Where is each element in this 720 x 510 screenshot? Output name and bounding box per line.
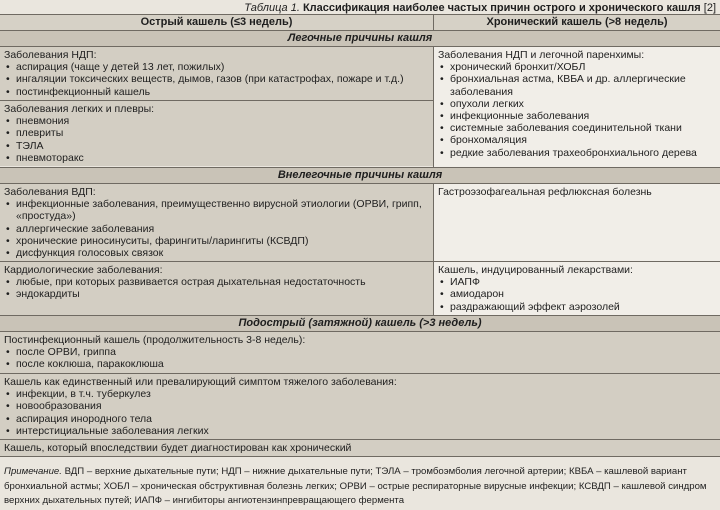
- list-item: • эндокардиты: [4, 288, 429, 300]
- list-item: • бронхиальная астма, КВБА и др. аллергические заболевания: [438, 73, 716, 97]
- list-item: • постинфекционный кашель: [4, 86, 429, 98]
- list-item: • амиодарон: [438, 288, 716, 300]
- extrapulmonary-chronic-gerd-cell: [434, 184, 720, 261]
- table-header-row: [0, 15, 720, 31]
- subacute-row-3: [0, 440, 720, 457]
- cell-title: Заболевания НДП:: [4, 49, 97, 61]
- header-acute: Острый кашель (≤3 недель): [0, 15, 434, 30]
- list-item: • редкие заболевания трахеобронхиального дерева: [438, 147, 716, 159]
- cell-title: Кашель, индуцированный лекарствами:: [438, 264, 633, 276]
- list-item: • аспирация инородного тела: [4, 413, 716, 425]
- subacute-future-chronic-cell: [0, 440, 720, 456]
- note-label: Примечание.: [4, 466, 62, 477]
- list-item: • аспирация (чаще у детей 13 лет, пожилых): [4, 61, 429, 73]
- cell-title: Постинфекционный кашель (продолжительность 3-8 недель):: [4, 334, 306, 346]
- extrapulmonary-row-1: [0, 184, 720, 262]
- item-list: [4, 61, 429, 98]
- list-item: • инфекционные заболевания: [438, 110, 716, 122]
- subacute-row-2: [0, 374, 720, 440]
- list-item: • пневмония: [4, 115, 429, 127]
- list-item: • инфекционные заболевания, преимущественно вирусной этиологии (ОРВИ, грипп, «простуда»): [4, 198, 429, 222]
- list-item: • ТЭЛА: [4, 140, 429, 152]
- list-item: • после коклюша, паракоклюша: [4, 358, 716, 370]
- cell-title: Кардиологические заболевания:: [4, 264, 163, 276]
- cell-title: Заболевания ВДП:: [4, 186, 96, 198]
- pulmonary-chronic-column: [434, 47, 720, 167]
- pulmonary-acute-column: [0, 47, 434, 167]
- pulmonary-acute-ndp-cell: [0, 47, 433, 101]
- item-list: [4, 198, 429, 259]
- cell-title: Гастроэзофагеальная рефлюксная болезнь: [438, 186, 652, 198]
- list-item: • ингаляции токсических веществ, дымов, газов (при катастрофах, пожаре и т.д.): [4, 73, 429, 85]
- caption-reference: [2]: [703, 2, 716, 14]
- classification-table: [0, 14, 720, 457]
- section-subacute: Подострый (затяжной) кашель (>3 недель): [0, 316, 720, 332]
- pulmonary-chronic-cell: [434, 47, 720, 167]
- extrapulmonary-row-2: [0, 262, 720, 316]
- list-item: • бронхомаляция: [438, 134, 716, 146]
- table-note: [0, 465, 716, 509]
- item-list: [4, 276, 429, 300]
- section-extrapulmonary: Внелегочные причины кашля: [0, 168, 720, 184]
- cell-title: Заболевания НДП и легочной паренхимы:: [438, 49, 645, 61]
- subacute-postinfectious-cell: [0, 332, 720, 373]
- list-item: • после ОРВИ, гриппа: [4, 346, 716, 358]
- list-item: • любые, при которых развивается острая дыхательная недостаточность: [4, 276, 429, 288]
- caption-title: Классификация наиболее частых причин острого и хронического кашля: [302, 2, 701, 14]
- section-pulmonary: Легочные причины кашля: [0, 31, 720, 47]
- caption-label: Таблица 1.: [244, 2, 300, 14]
- header-chronic: Хронический кашель (>8 недель): [434, 15, 720, 30]
- subacute-row-1: [0, 332, 720, 374]
- item-list: [4, 346, 716, 370]
- list-item: • инфекции, в т.ч. туберкулез: [4, 388, 716, 400]
- extrapulmonary-chronic-drug-cell: [434, 262, 720, 315]
- pulmonary-row: [0, 47, 720, 168]
- subacute-severe-disease-cell: [0, 374, 720, 439]
- list-item: • новообразования: [4, 400, 716, 412]
- item-list: [4, 388, 716, 437]
- item-list: [438, 276, 716, 313]
- note-text: ВДП – верхние дыхательные пути; НДП – нижние дыхательные пути; ТЭЛА – тромбоэмболия легочной артерии; КВБА – кашлевой вариант бронхиальной астмы; ХОБЛ – хроническая обструктивная болезнь легких; ОРВИ – острые респираторные вирусные инфекции; КСВДП – кашлевой синдром верхних дыхательных путей; ИАПФ – ингибиторы ангиотензинпревращающего фермента: [4, 466, 707, 507]
- cell-title: Заболевания легких и плевры:: [4, 103, 155, 115]
- list-item: • пневмоторакс: [4, 152, 429, 164]
- extrapulmonary-acute-upper-cell: [0, 184, 434, 261]
- list-item: • хронический бронхит/ХОБЛ: [438, 61, 716, 73]
- list-item: • ИАПФ: [438, 276, 716, 288]
- list-item: • опухоли легких: [438, 98, 716, 110]
- item-list: [438, 61, 716, 159]
- list-item: • плевриты: [4, 127, 429, 139]
- cell-title: Кашель, который впоследствии будет диагностирован как хронический: [4, 442, 352, 454]
- extrapulmonary-acute-cardio-cell: [0, 262, 434, 315]
- list-item: • интерстициальные заболевания легких: [4, 425, 716, 437]
- list-item: • системные заболевания соединительной ткани: [438, 122, 716, 134]
- list-item: • хронические риносинуситы, фарингиты/ларингиты (КСВДП): [4, 235, 429, 247]
- pulmonary-acute-lung-cell: [0, 101, 433, 166]
- table-caption: [0, 2, 716, 14]
- list-item: • раздражающий эффект аэрозолей: [438, 301, 716, 313]
- cell-title: Кашель как единственный или превалирующий симптом тяжелого заболевания:: [4, 376, 397, 388]
- list-item: • дисфункция голосовых связок: [4, 247, 429, 259]
- list-item: • аллергические заболевания: [4, 223, 429, 235]
- item-list: [4, 115, 429, 164]
